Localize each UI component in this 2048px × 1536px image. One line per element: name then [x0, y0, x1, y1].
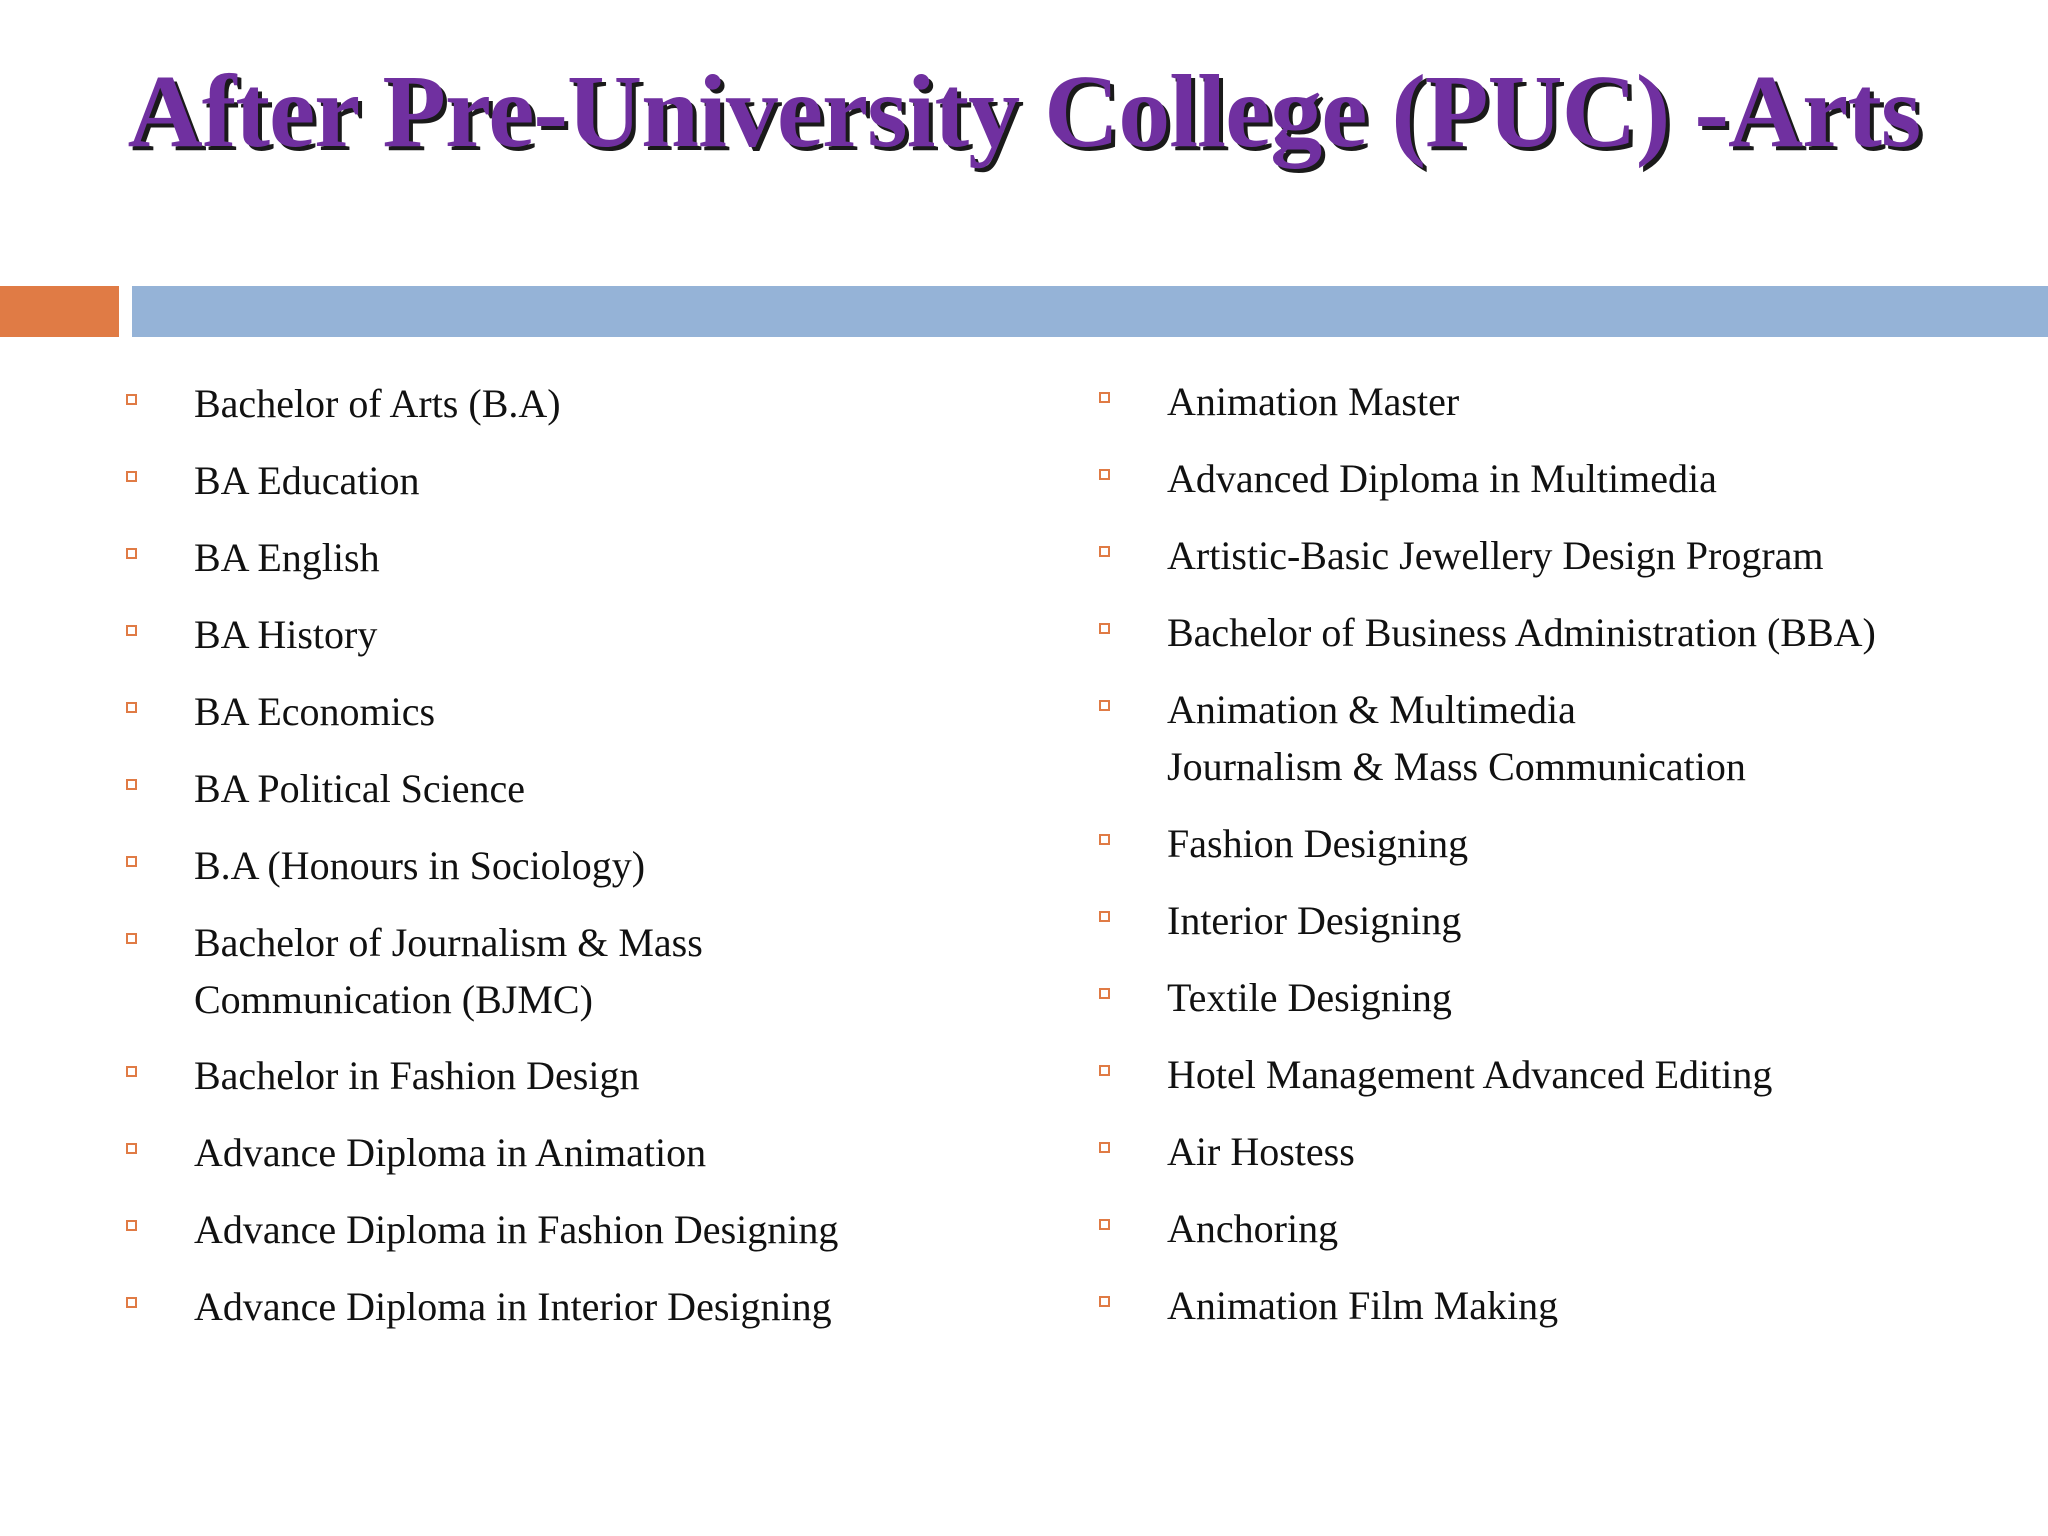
list-item-text: B.A (Honours in Sociology)	[194, 843, 646, 888]
list-item-text: Animation Master	[1167, 379, 1460, 424]
list-item	[194, 837, 645, 894]
list-item	[1167, 681, 1746, 795]
header-bar	[132, 286, 2048, 337]
square-bullet-icon	[126, 471, 137, 482]
square-bullet-icon	[1099, 1296, 1110, 1307]
square-bullet-icon	[126, 1297, 137, 1308]
list-item	[194, 1278, 832, 1335]
square-bullet-icon	[1099, 392, 1110, 403]
list-item-text: Advance Diploma in Interior Designing	[194, 1284, 832, 1329]
list-item-text: BA History	[194, 612, 378, 657]
list-item	[194, 375, 561, 432]
list-item-text: Textile Designing	[1167, 975, 1452, 1020]
list-item-text: Bachelor of Arts (B.A)	[194, 381, 561, 426]
list-item	[194, 1201, 838, 1258]
list-item	[194, 606, 377, 663]
list-item	[1167, 527, 1824, 584]
list-item	[1167, 1277, 1558, 1334]
list-item-text: Anchoring	[1167, 1206, 1339, 1251]
list-item-text: Bachelor of Journalism & Mass	[194, 920, 703, 965]
square-bullet-icon	[126, 702, 137, 713]
list-item-text: Bachelor in Fashion Design	[194, 1053, 640, 1098]
square-bullet-icon	[126, 1220, 137, 1231]
list-item	[194, 452, 420, 509]
square-bullet-icon	[1099, 546, 1110, 557]
list-item	[1167, 815, 1468, 872]
list-item-text: BA English	[194, 535, 380, 580]
list-item-text-continued: Communication (BJMC)	[194, 977, 593, 1022]
square-bullet-icon	[1099, 988, 1110, 999]
square-bullet-icon	[126, 625, 137, 636]
list-item-text: Hotel Management Advanced Editing	[1167, 1052, 1773, 1097]
list-item	[1167, 373, 1459, 430]
accent-bar	[0, 286, 119, 337]
list-item-text: Advance Diploma in Animation	[194, 1130, 707, 1175]
list-item	[1167, 604, 1876, 661]
square-bullet-icon	[1099, 1065, 1110, 1076]
square-bullet-icon	[1099, 700, 1110, 711]
square-bullet-icon	[126, 548, 137, 559]
list-item	[1167, 969, 1452, 1026]
square-bullet-icon	[1099, 469, 1110, 480]
list-item	[1167, 1046, 1772, 1103]
list-item	[1167, 1123, 1355, 1180]
list-item	[1167, 892, 1461, 949]
square-bullet-icon	[126, 1143, 137, 1154]
list-item-text: Interior Designing	[1167, 898, 1462, 943]
list-item-text: BA Education	[194, 458, 420, 503]
square-bullet-icon	[126, 933, 137, 944]
list-item-text: BA Economics	[194, 689, 436, 734]
list-item-text-continued: Journalism & Mass Communication	[1167, 744, 1746, 789]
list-item	[1167, 450, 1717, 507]
square-bullet-icon	[126, 394, 137, 405]
list-item-text: Fashion Designing	[1167, 821, 1469, 866]
square-bullet-icon	[1099, 1142, 1110, 1153]
square-bullet-icon	[1099, 623, 1110, 634]
list-item-text: Advanced Diploma in Multimedia	[1167, 456, 1717, 501]
square-bullet-icon	[1099, 834, 1110, 845]
list-item	[194, 529, 380, 586]
list-item-text: Bachelor of Business Administration (BBA)	[1167, 610, 1876, 655]
list-item-text: Animation & Multimedia	[1167, 687, 1576, 732]
list-item	[194, 914, 703, 1028]
list-item-text: Air Hostess	[1167, 1129, 1355, 1174]
slide-title: After Pre-University College (PUC) -Arts	[127, 54, 1921, 169]
list-item	[1167, 1200, 1338, 1257]
list-item-text: Animation Film Making	[1167, 1283, 1559, 1328]
list-item	[194, 1047, 640, 1104]
square-bullet-icon	[126, 856, 137, 867]
list-item	[194, 683, 435, 740]
list-item-text: Advance Diploma in Fashion Designing	[194, 1207, 839, 1252]
list-item-text: BA Political Science	[194, 766, 526, 811]
square-bullet-icon	[1099, 911, 1110, 922]
list-item	[194, 1124, 706, 1181]
square-bullet-icon	[126, 1066, 137, 1077]
list-item-text: Artistic-Basic Jewellery Design Program	[1167, 533, 1824, 578]
square-bullet-icon	[1099, 1219, 1110, 1230]
square-bullet-icon	[126, 779, 137, 790]
list-item	[194, 760, 525, 817]
